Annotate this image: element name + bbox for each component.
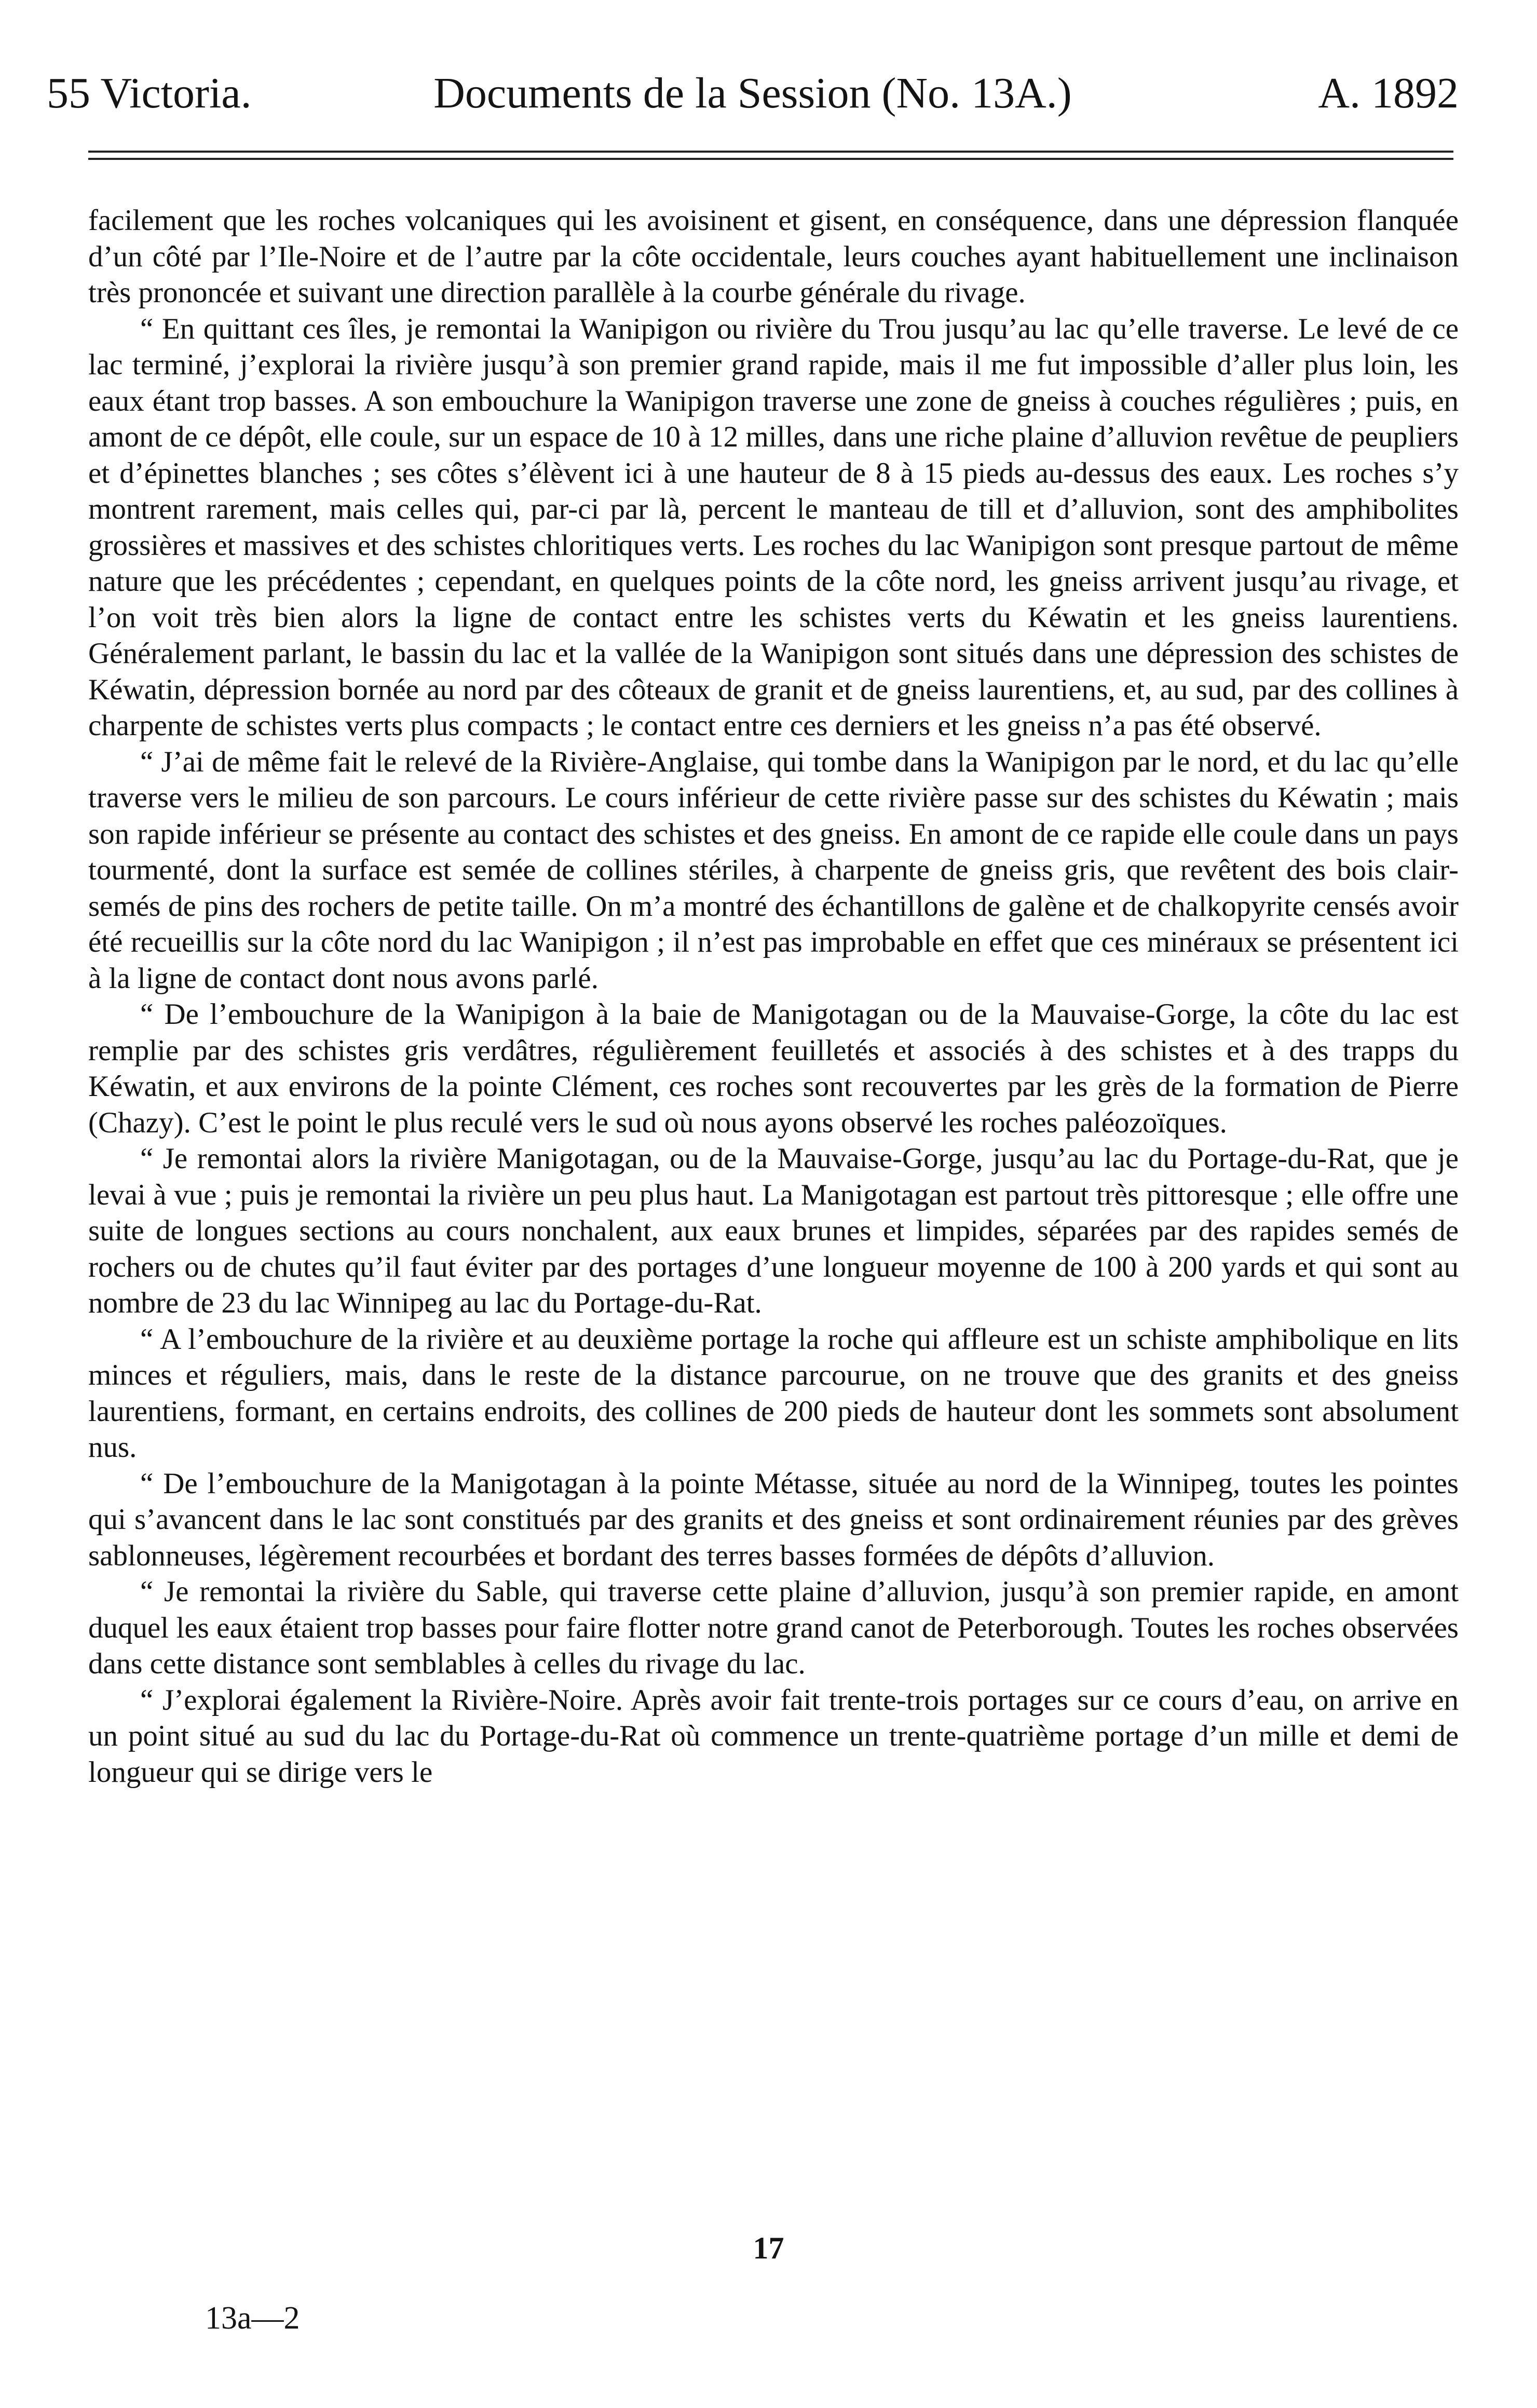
paragraph-5: “ Je remontai alors la rivière Manigotagan, ou de la Mauvaise-Gorge, jusqu’au lac du Portage-du-Rat, que je levai à vue ; puis je remontai la rivière un peu plus haut. La Manigotagan est partout très pittoresque ; elle offre une suite de longues sections au cours nonchalent, aux eaux brunes et limpides, séparées par des rapides semés de rochers ou de chutes qu’il faut éviter par des portages d’une longueur moyenne de 100 à 200 yards et qui sont au nombre de 23 du lac Winnipeg au lac du Portage-du-Rat. bbox=[88, 1142, 1459, 1319]
paragraph-6: “ A l’embouchure de la rivière et au deuxième portage la roche qui affleure est un schiste amphibolique en lits minces et réguliers, mais, dans le reste de la distance parcourue, on ne trouve que des granits et des gneiss laurentiens, formant, en certains endroits, des collines de 200 pieds de hauteur dont les sommets sont absolument nus. bbox=[88, 1322, 1459, 1464]
header-year: A. 1892 bbox=[1318, 69, 1459, 117]
header-volume: 55 Victoria. bbox=[47, 69, 252, 117]
paragraph-1: facilement que les roches volcaniques qui les avoisinent et gisent, en conséquence, dans une dépression flanquée d’un côté par l’Ile-Noire et de l’autre par la côte occidentale, leurs couches ayant habituellement une inclinaison très prononcée et suivant une direction parallèle à la courbe générale du rivage. bbox=[88, 204, 1459, 309]
header-rule-top bbox=[88, 151, 1453, 153]
body-text bbox=[88, 202, 1459, 1790]
header-rule-bottom bbox=[88, 158, 1453, 160]
signature-mark: 13a—2 bbox=[205, 2301, 300, 2336]
paragraph-8: “ Je remontai la rivière du Sable, qui traverse cette plaine d’alluvion, jusqu’à son premier rapide, en amont duquel les eaux étaient trop basses pour faire flotter notre grand canot de Peterborough. Toutes les roches observées dans cette distance sont semblables à celles du rivage du lac. bbox=[88, 1575, 1459, 1680]
running-header bbox=[47, 62, 1459, 125]
paragraph-9: “ J’explorai également la Rivière-Noire. Après avoir fait trente-trois portages sur ce cours d’eau, on arrive en un point situé au sud du lac du Portage-du-Rat où commence un trente-quatrième portage d’un mille et demi de longueur qui se dirige vers le bbox=[88, 1683, 1459, 1789]
header-title: Documents de la Session (No. 13A.) bbox=[433, 69, 1072, 117]
page-number: 17 bbox=[753, 2231, 784, 2265]
paragraph-2: “ En quittant ces îles, je remontai la Wanipigon ou rivière du Trou jusqu’au lac qu’elle traverse. Le levé de ce lac terminé, j’explorai la rivière jusqu’à son premier grand rapide, mais il me fut impossible d’aller plus loin, les eaux étant trop basses. A son embouchure la Wanipigon traverse une zone de gneiss à couches régulières ; puis, en amont de ce dépôt, elle coule, sur un espace de 10 à 12 milles, dans une riche plaine d’alluvion revêtue de peupliers et d’épinettes blanches ; ses côtes s’élèvent ici à une hauteur de 8 à 15 pieds au-dessus des eaux. Les roches s’y montrent rarement, mais celles qui, par-ci par là, percent le manteau de till et d’alluvion, sont des amphibolites grossières et massives et des schistes chloritiques verts. Les roches du lac Wanipigon sont presque partout de même nature que les précédentes ; cependant, en quelques points de la côte nord, les gneiss arrivent jusqu’au rivage, et l’on voit très bien alors la ligne de contact entre les schistes verts du Kéwatin et les gneiss laurentiens. Généralement parlant, le bassin du lac et la vallée de la Wanipigon sont situés dans une dépression des schistes de Kéwatin, dépression bornée au nord par des côteaux de granit et de gneiss laurentiens, et, au sud, par des collines à charpente de schistes verts plus compacts ; le contact entre ces derniers et les gneiss n’a pas été observé. bbox=[88, 312, 1459, 742]
paragraph-4: “ De l’embouchure de la Wanipigon à la baie de Manigotagan ou de la Mauvaise-Gorge, la côte du lac est remplie par des schistes gris verdâtres, régulièrement feuilletés et associés à des schistes et à des trapps du Kéwatin, et aux environs de la pointe Clément, ces roches sont recouvertes par les grès de la formation de Pierre (Chazy). C’est le point le plus reculé vers le sud où nous ayons observé les roches paléozoïques. bbox=[88, 998, 1459, 1139]
paragraph-7: “ De l’embouchure de la Manigotagan à la pointe Métasse, située au nord de la Winnipeg, toutes les pointes qui s’avancent dans le lac sont constitués par des granits et des gneiss et sont ordinairement réunies par des grèves sablonneuses, légèrement recourbées et bordant des terres basses formées de dépôts d’alluvion. bbox=[88, 1467, 1459, 1572]
paragraph-3: “ J’ai de même fait le relevé de la Rivière-Anglaise, qui tombe dans la Wanipigon par le nord, et du lac qu’elle traverse vers le milieu de son parcours. Le cours inférieur de cette rivière passe sur des schistes du Kéwatin ; mais son rapide inférieur se présente au contact des schistes et des gneiss. En amont de ce rapide elle coule dans un pays tourmenté, dont la surface est semée de collines stériles, à charpente de gneiss gris, que revêtent des bois clair-semés de pins des rochers de petite taille. On m’a montré des échantillons de galène et de chalkopyrite censés avoir été recueillis sur la côte nord du lac Wanipigon ; il n’est pas improbable en effet que ces minéraux se présentent ici à la ligne de contact dont nous avons parlé. bbox=[88, 745, 1459, 995]
